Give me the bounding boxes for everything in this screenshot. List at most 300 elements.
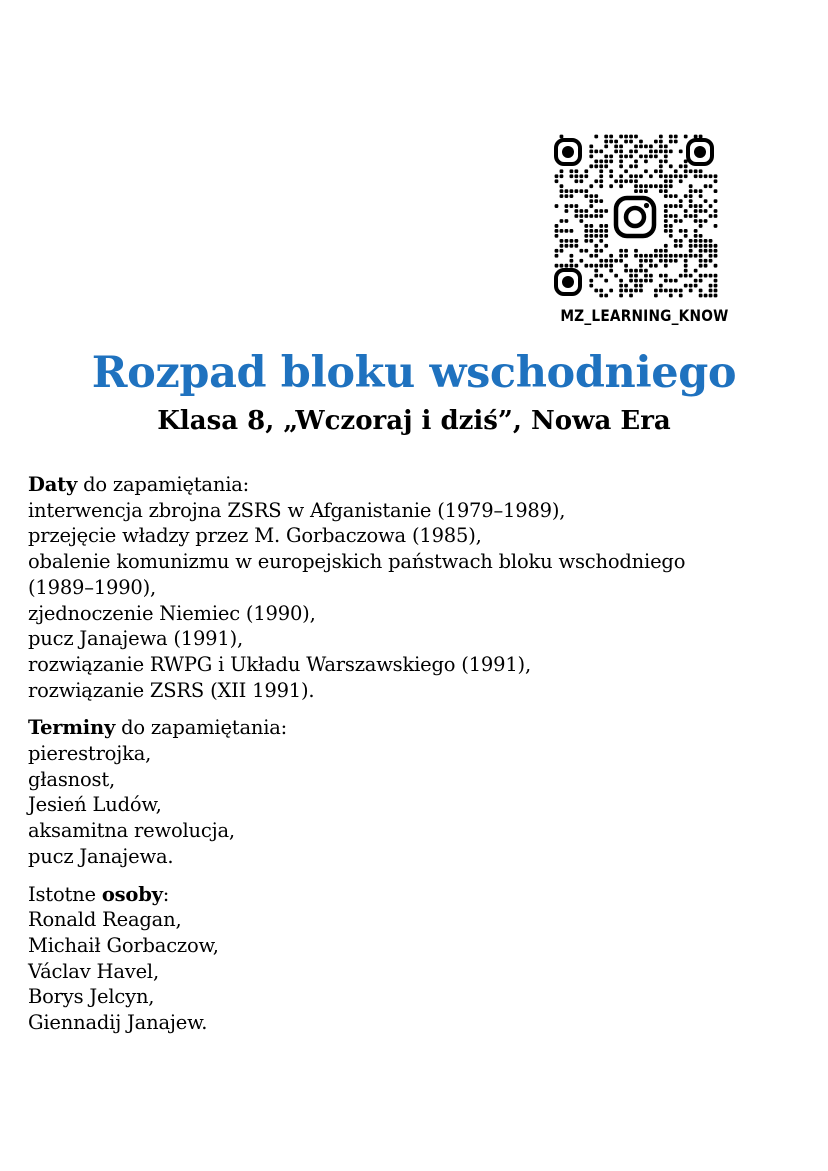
qr-module	[604, 229, 608, 233]
qr-module	[679, 239, 683, 243]
qr-module	[594, 179, 598, 183]
qr-module	[664, 184, 668, 188]
qr-module	[570, 229, 574, 233]
qr-module	[689, 214, 693, 218]
qr-module	[699, 279, 703, 283]
qr-module	[679, 199, 683, 203]
qr-module	[565, 239, 569, 243]
qr-module	[689, 289, 693, 293]
qr-module	[584, 234, 588, 238]
qr-module	[659, 189, 663, 193]
qr-module	[565, 194, 569, 198]
qr-module	[639, 259, 643, 263]
qr-module	[594, 164, 598, 168]
qr-module	[599, 209, 603, 213]
qr-module	[659, 174, 663, 178]
qr-module	[654, 249, 658, 253]
qr-module	[679, 244, 683, 248]
qr-module	[679, 150, 683, 154]
qr-module	[689, 274, 693, 278]
qr-module	[609, 264, 613, 268]
qr-module	[644, 184, 648, 188]
qr-module	[560, 174, 564, 178]
qr-module	[679, 164, 683, 168]
qr-module	[674, 239, 678, 243]
qr-module	[694, 254, 698, 258]
qr-module	[560, 184, 564, 188]
qr-module	[684, 259, 688, 263]
list-item: pucz Janajewa (1991),	[28, 627, 244, 651]
qr-module	[589, 229, 593, 233]
qr-module	[624, 179, 628, 183]
qr-module	[629, 269, 633, 273]
qr-module	[644, 154, 648, 158]
qr-module	[699, 239, 703, 243]
qr-module	[669, 279, 673, 283]
qr-module	[679, 294, 683, 298]
qr-module	[604, 224, 608, 228]
list-item: pierestrojka,	[28, 742, 152, 766]
qr-module	[619, 254, 623, 258]
qr-module	[634, 269, 638, 273]
qr-module	[679, 179, 683, 183]
qr-module	[689, 249, 693, 253]
qr-module	[604, 145, 608, 149]
qr-module	[689, 199, 693, 203]
qr-module	[599, 294, 603, 298]
qr-module	[604, 264, 608, 268]
qr-module	[644, 189, 648, 193]
qr-module	[669, 234, 673, 238]
qr-module	[674, 259, 678, 263]
qr-module	[649, 150, 653, 154]
qr-module	[634, 249, 638, 253]
qr-module	[629, 140, 633, 144]
document-body	[28, 472, 808, 1048]
qr-module	[714, 264, 718, 268]
qr-module	[634, 135, 638, 139]
qr-module	[624, 169, 628, 173]
qr-module	[604, 135, 608, 139]
qr-module	[639, 140, 643, 144]
qr-module	[689, 204, 693, 208]
qr-module	[679, 274, 683, 278]
qr-module	[604, 234, 608, 238]
qr-module	[589, 204, 593, 208]
qr-module	[579, 249, 583, 253]
qr-module	[599, 184, 603, 188]
qr-module	[704, 209, 708, 213]
qr-code-block	[548, 134, 729, 325]
qr-module	[594, 289, 598, 293]
qr-module	[614, 274, 618, 278]
qr-module	[694, 209, 698, 213]
qr-module	[649, 274, 653, 278]
qr-module	[619, 249, 623, 253]
qr-module	[619, 135, 623, 139]
qr-module	[669, 229, 673, 233]
qr-module	[599, 229, 603, 233]
qr-module	[599, 169, 603, 173]
qr-finder-bottom-left	[556, 270, 580, 294]
qr-module	[714, 174, 718, 178]
qr-module	[624, 254, 628, 258]
qr-module	[579, 214, 583, 218]
qr-module	[599, 224, 603, 228]
qr-module	[674, 289, 678, 293]
qr-module	[634, 289, 638, 293]
qr-module	[694, 284, 698, 288]
list-item: Michaił Gorbaczow,	[28, 933, 219, 957]
qr-module	[639, 154, 643, 158]
qr-module	[570, 264, 574, 268]
qr-module	[555, 224, 559, 228]
qr-module	[589, 184, 593, 188]
qr-module	[599, 164, 603, 168]
qr-module	[614, 259, 618, 263]
qr-module	[619, 284, 623, 288]
qr-module	[584, 224, 588, 228]
qr-module	[659, 289, 663, 293]
qr-module	[555, 254, 559, 258]
qr-module	[634, 189, 638, 193]
qr-module	[669, 194, 673, 198]
qr-module	[654, 184, 658, 188]
qr-module	[704, 294, 708, 298]
qr-module	[574, 204, 578, 208]
qr-module	[649, 154, 653, 158]
qr-module	[589, 154, 593, 158]
terms-heading	[28, 715, 808, 741]
qr-module	[570, 204, 574, 208]
qr-module	[679, 174, 683, 178]
qr-module	[714, 214, 718, 218]
qr-module	[654, 154, 658, 158]
qr-module	[664, 224, 668, 228]
qr-module	[704, 219, 708, 223]
qr-module	[560, 189, 564, 193]
qr-module	[555, 204, 559, 208]
qr-module	[674, 140, 678, 144]
qr-module	[704, 174, 708, 178]
dates-heading	[28, 472, 808, 498]
qr-module	[574, 239, 578, 243]
qr-module	[629, 150, 633, 154]
qr-module	[684, 229, 688, 233]
qr-module	[644, 169, 648, 173]
qr-module	[634, 179, 638, 183]
qr-module	[619, 184, 623, 188]
qr-module	[629, 279, 633, 283]
qr-module	[664, 264, 668, 268]
qr-module	[674, 214, 678, 218]
qr-module	[684, 274, 688, 278]
qr-module	[639, 189, 643, 193]
qr-module	[704, 244, 708, 248]
qr-module	[714, 189, 718, 193]
qr-module	[624, 264, 628, 268]
qr-module	[699, 209, 703, 213]
qr-module	[644, 279, 648, 283]
qr-module	[704, 184, 708, 188]
qr-module	[609, 184, 613, 188]
qr-module	[609, 174, 613, 178]
qr-module	[629, 154, 633, 158]
qr-module	[644, 145, 648, 149]
qr-module	[555, 249, 559, 253]
qr-module	[604, 244, 608, 248]
qr-module	[594, 194, 598, 198]
qr-module	[609, 159, 613, 163]
qr-module	[699, 289, 703, 293]
qr-module	[694, 229, 698, 233]
list-item: Václav Havel,	[28, 959, 159, 983]
qr-module	[555, 234, 559, 238]
qr-module	[565, 219, 569, 223]
qr-module	[570, 254, 574, 258]
qr-module	[560, 135, 564, 139]
qr-module	[704, 249, 708, 253]
qr-module	[714, 209, 718, 213]
qr-module	[704, 264, 708, 268]
qr-module	[570, 194, 574, 198]
qr-module	[699, 219, 703, 223]
qr-module	[684, 194, 688, 198]
qr-module	[699, 189, 703, 193]
qr-module	[659, 274, 663, 278]
qr-module	[624, 284, 628, 288]
qr-module	[604, 259, 608, 263]
qr-module	[669, 184, 673, 188]
qr-module	[579, 174, 583, 178]
qr-module	[629, 135, 633, 139]
qr-module	[589, 224, 593, 228]
list-item: (1989–1990),	[28, 575, 157, 599]
qr-module	[659, 169, 663, 173]
qr-module	[604, 294, 608, 298]
list-item: aksamitna rewolucja,	[28, 819, 235, 843]
qr-module	[614, 145, 618, 149]
qr-module	[684, 264, 688, 268]
qr-module	[570, 244, 574, 248]
qr-module	[594, 234, 598, 238]
qr-module	[699, 274, 703, 278]
qr-module	[694, 279, 698, 283]
qr-module	[659, 159, 663, 163]
qr-module	[589, 264, 593, 268]
qr-module	[599, 179, 603, 183]
qr-module	[619, 174, 623, 178]
qr-module	[669, 289, 673, 293]
qr-module	[589, 284, 593, 288]
qr-module	[599, 214, 603, 218]
qr-module	[560, 229, 564, 233]
qr-module	[689, 254, 693, 258]
qr-module	[649, 259, 653, 263]
qr-module	[684, 164, 688, 168]
qr-module	[634, 184, 638, 188]
qr-module	[624, 140, 628, 144]
qr-module	[699, 224, 703, 228]
qr-module	[584, 249, 588, 253]
qr-module	[709, 289, 713, 293]
qr-module	[704, 274, 708, 278]
qr-module	[565, 244, 569, 248]
qr-module	[714, 279, 718, 283]
qr-module	[709, 239, 713, 243]
qr-module	[679, 229, 683, 233]
qr-module	[624, 289, 628, 293]
qr-module	[619, 279, 623, 283]
qr-module	[649, 264, 653, 268]
qr-module	[584, 214, 588, 218]
qr-module	[570, 239, 574, 243]
qr-module	[619, 294, 623, 298]
qr-module	[594, 150, 598, 154]
qr-module	[594, 274, 598, 278]
qr-module	[570, 189, 574, 193]
qr-module	[709, 254, 713, 258]
qr-module	[634, 279, 638, 283]
qr-module	[584, 169, 588, 173]
qr-module	[574, 264, 578, 268]
qr-module	[699, 264, 703, 268]
qr-module	[664, 279, 668, 283]
qr-module	[644, 259, 648, 263]
qr-module	[619, 150, 623, 154]
qr-module	[654, 294, 658, 298]
qr-module	[709, 174, 713, 178]
qr-module	[599, 274, 603, 278]
qr-module	[659, 259, 663, 263]
qr-module	[594, 229, 598, 233]
qr-module	[714, 244, 718, 248]
dates-heading-rest: do zapamiętania:	[77, 473, 250, 496]
list-item: Ronald Reagan,	[28, 908, 182, 932]
qr-module	[714, 199, 718, 203]
qr-module	[614, 150, 618, 154]
qr-module	[669, 164, 673, 168]
qr-module	[699, 249, 703, 253]
qr-module	[589, 214, 593, 218]
qr-code	[554, 134, 718, 298]
qr-module	[629, 174, 633, 178]
qr-module	[704, 259, 708, 263]
qr-module	[674, 279, 678, 283]
qr-module	[574, 214, 578, 218]
qr-module	[669, 254, 673, 258]
qr-module	[714, 274, 718, 278]
qr-module	[629, 294, 633, 298]
qr-module	[664, 145, 668, 149]
qr-module	[709, 259, 713, 263]
qr-module	[694, 174, 698, 178]
qr-module	[624, 249, 628, 253]
qr-module	[669, 259, 673, 263]
qr-module	[674, 219, 678, 223]
qr-module	[639, 254, 643, 258]
qr-module	[664, 229, 668, 233]
qr-module	[694, 204, 698, 208]
people-heading-pre: Istotne	[28, 882, 102, 906]
qr-module	[664, 204, 668, 208]
qr-module	[584, 264, 588, 268]
qr-module	[694, 189, 698, 193]
qr-module	[609, 289, 613, 293]
qr-module	[709, 204, 713, 208]
qr-module	[619, 145, 623, 149]
qr-module	[594, 214, 598, 218]
qr-module	[570, 174, 574, 178]
page-subtitle: Klasa 8, „Wczoraj i dziś”, Nowa Era	[157, 406, 671, 436]
qr-module	[624, 269, 628, 273]
qr-module	[699, 204, 703, 208]
qr-module	[664, 289, 668, 293]
qr-module	[619, 154, 623, 158]
qr-module	[659, 140, 663, 144]
qr-module	[599, 239, 603, 243]
page-title: Rozpad bloku wschodniego	[91, 348, 737, 398]
qr-module	[634, 254, 638, 258]
qr-module	[594, 249, 598, 253]
qr-module	[599, 249, 603, 253]
instagram-icon	[612, 194, 658, 240]
qr-module	[674, 169, 678, 173]
qr-module	[709, 244, 713, 248]
qr-module	[689, 244, 693, 248]
qr-module	[699, 244, 703, 248]
qr-module	[714, 179, 718, 183]
qr-module	[634, 150, 638, 154]
qr-finder-top-right	[688, 140, 712, 164]
qr-module	[589, 234, 593, 238]
qr-module	[664, 249, 668, 253]
qr-module	[629, 164, 633, 168]
qr-module	[604, 209, 608, 213]
qr-module	[574, 244, 578, 248]
qr-module	[599, 234, 603, 238]
qr-module	[634, 284, 638, 288]
qr-module	[639, 269, 643, 273]
qr-module	[689, 184, 693, 188]
qr-module	[664, 259, 668, 263]
qr-module	[594, 264, 598, 268]
list-item: obalenie komunizmu w europejskich państwach bloku wschodniego	[28, 550, 686, 574]
qr-module	[694, 214, 698, 218]
qr-module	[609, 169, 613, 173]
qr-module	[659, 135, 663, 139]
qr-module	[604, 159, 608, 163]
qr-module	[699, 254, 703, 258]
qr-module	[689, 284, 693, 288]
qr-module	[714, 289, 718, 293]
qr-module	[704, 239, 708, 243]
qr-module	[664, 150, 668, 154]
qr-module	[560, 169, 564, 173]
list-item: Giennadij Janajew.	[28, 1011, 208, 1035]
qr-module	[659, 164, 663, 168]
list-item: zjednoczenie Niemiec (1990),	[28, 601, 316, 625]
qr-module	[629, 289, 633, 293]
qr-module	[669, 204, 673, 208]
qr-module	[560, 244, 564, 248]
qr-module	[599, 264, 603, 268]
dates-section	[28, 472, 808, 703]
qr-module	[704, 199, 708, 203]
qr-module	[609, 154, 613, 158]
qr-module	[599, 199, 603, 203]
instagram-handle: MZ_LEARNING_KNOW	[560, 306, 729, 325]
